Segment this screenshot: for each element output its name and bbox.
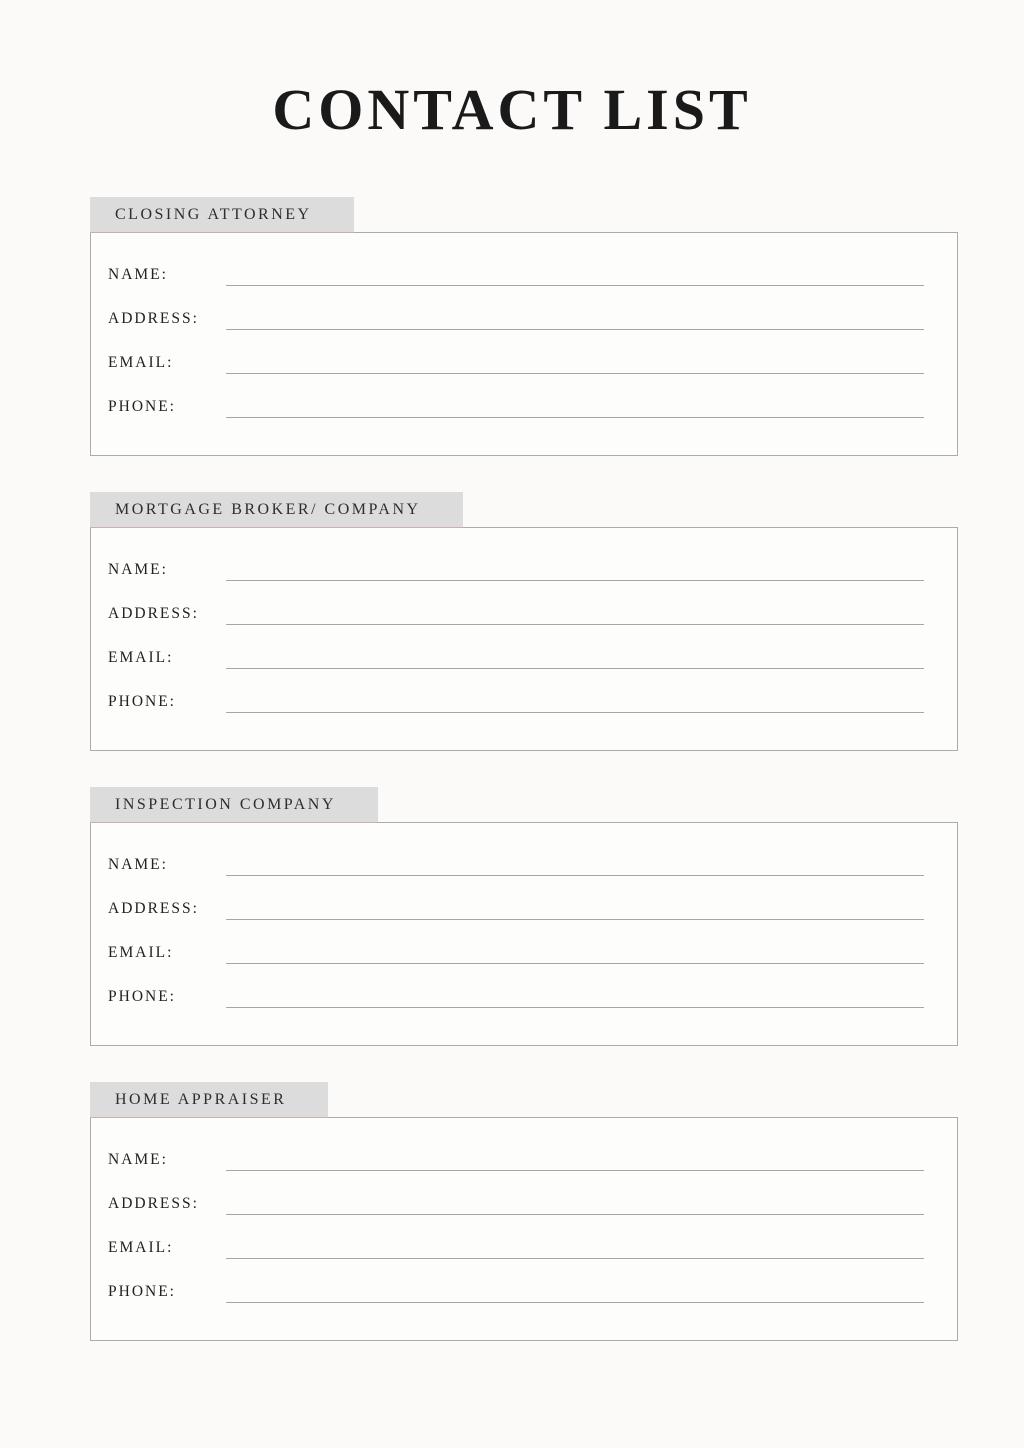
home-appraiser-header-tab — [90, 1082, 328, 1118]
email-label: EMAIL: — [108, 1238, 174, 1256]
email-label: EMAIL: — [108, 943, 174, 961]
email-label: EMAIL: — [108, 648, 174, 666]
closing-attorney-phone-line[interactable] — [226, 396, 924, 418]
closing-attorney-address-line[interactable] — [226, 308, 924, 330]
mortgage-broker-box — [90, 527, 958, 751]
email-label: EMAIL: — [108, 353, 174, 371]
home-appraiser-address-line[interactable] — [226, 1193, 924, 1215]
name-label: NAME: — [108, 1150, 168, 1168]
field-row-address — [108, 1182, 924, 1226]
address-label: ADDRESS: — [108, 899, 199, 917]
name-label: NAME: — [108, 265, 168, 283]
name-label: NAME: — [108, 560, 168, 578]
home-appraiser-email-line[interactable] — [226, 1237, 924, 1259]
home-appraiser-name-line[interactable] — [226, 1149, 924, 1171]
field-row-phone — [108, 680, 924, 724]
section-mortgage-broker — [90, 492, 958, 751]
address-label: ADDRESS: — [108, 1194, 199, 1212]
inspection-company-header-label: INSPECTION COMPANY — [115, 795, 336, 813]
field-row-email — [108, 1226, 924, 1270]
name-label: NAME: — [108, 855, 168, 873]
home-appraiser-box — [90, 1117, 958, 1341]
field-row-name — [108, 1138, 924, 1182]
closing-attorney-header-tab — [90, 197, 354, 233]
phone-label: PHONE: — [108, 1282, 176, 1300]
inspection-company-address-line[interactable] — [226, 898, 924, 920]
contact-list-page — [0, 74, 1024, 1448]
field-row-email — [108, 931, 924, 975]
section-closing-attorney — [90, 197, 958, 456]
closing-attorney-email-line[interactable] — [226, 352, 924, 374]
field-row-name — [108, 253, 924, 297]
mortgage-broker-email-line[interactable] — [226, 647, 924, 669]
field-row-email — [108, 341, 924, 385]
inspection-company-name-line[interactable] — [226, 854, 924, 876]
field-row-phone — [108, 385, 924, 429]
mortgage-broker-header-tab — [90, 492, 463, 528]
section-home-appraiser — [90, 1082, 958, 1341]
field-row-name — [108, 843, 924, 887]
field-row-phone — [108, 1270, 924, 1314]
page-title: CONTACT LIST — [272, 77, 752, 142]
inspection-company-box — [90, 822, 958, 1046]
closing-attorney-name-line[interactable] — [226, 264, 924, 286]
address-label: ADDRESS: — [108, 309, 199, 327]
field-row-address — [108, 887, 924, 931]
field-row-phone — [108, 975, 924, 1019]
home-appraiser-phone-line[interactable] — [226, 1281, 924, 1303]
phone-label: PHONE: — [108, 987, 176, 1005]
closing-attorney-box — [90, 232, 958, 456]
phone-label: PHONE: — [108, 397, 176, 415]
sections-container — [90, 197, 958, 1341]
section-inspection-company — [90, 787, 958, 1046]
inspection-company-email-line[interactable] — [226, 942, 924, 964]
mortgage-broker-header-label: MORTGAGE BROKER/ COMPANY — [115, 500, 421, 518]
mortgage-broker-address-line[interactable] — [226, 603, 924, 625]
field-row-address — [108, 297, 924, 341]
home-appraiser-header-label: HOME APPRAISER — [115, 1090, 287, 1108]
phone-label: PHONE: — [108, 692, 176, 710]
field-row-address — [108, 592, 924, 636]
field-row-email — [108, 636, 924, 680]
inspection-company-header-tab — [90, 787, 378, 823]
address-label: ADDRESS: — [108, 604, 199, 622]
closing-attorney-header-label: CLOSING ATTORNEY — [115, 205, 312, 223]
inspection-company-phone-line[interactable] — [226, 986, 924, 1008]
field-row-name — [108, 548, 924, 592]
mortgage-broker-phone-line[interactable] — [226, 691, 924, 713]
mortgage-broker-name-line[interactable] — [226, 559, 924, 581]
